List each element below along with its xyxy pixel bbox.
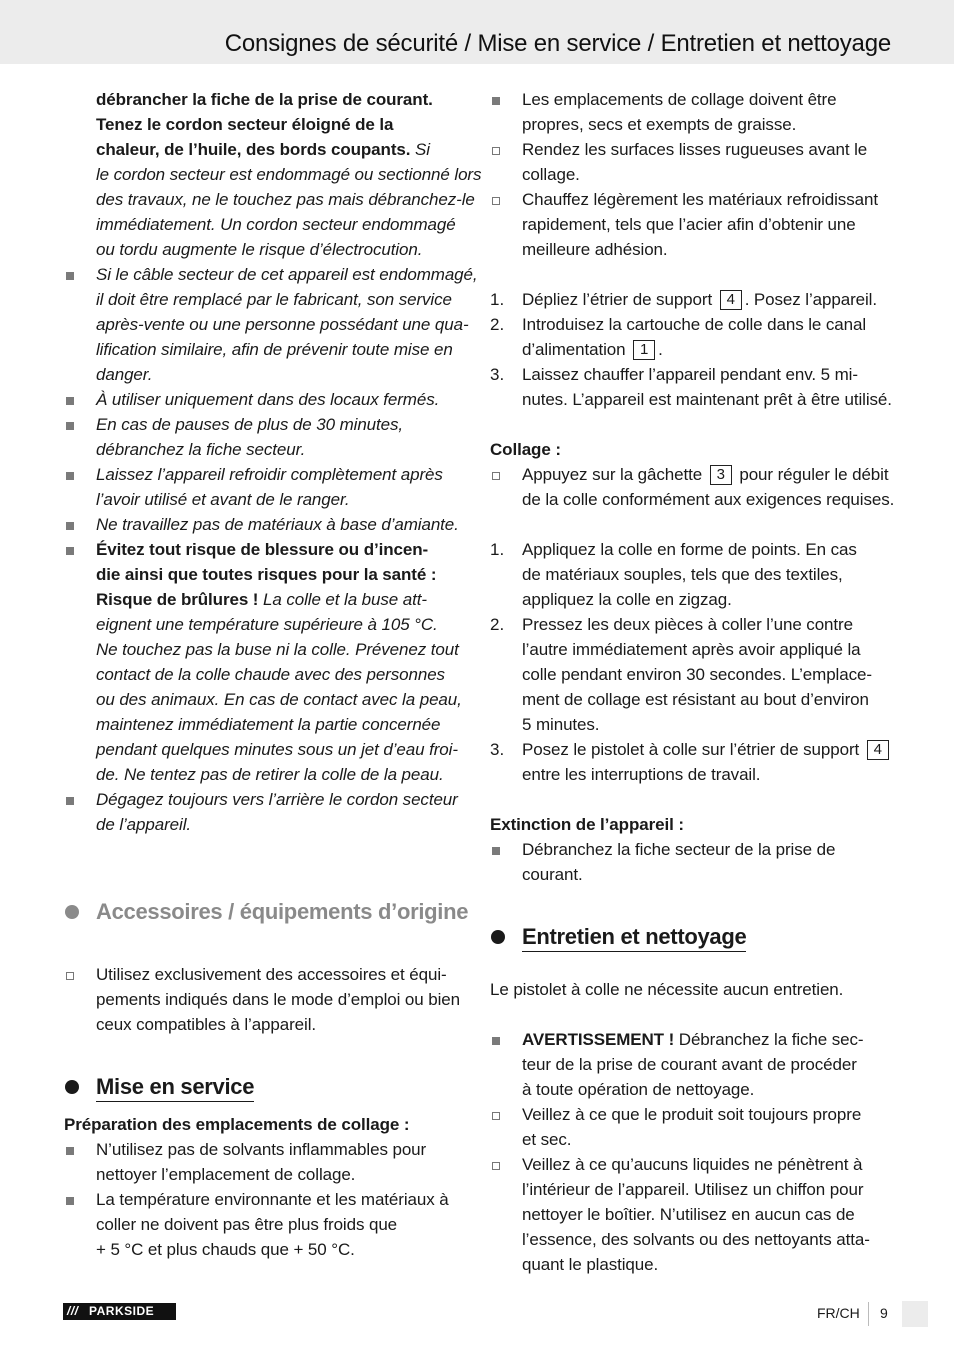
step-number: 1.: [490, 540, 505, 559]
list-item: [64, 462, 464, 512]
part-number-badge: 4: [720, 290, 742, 310]
text-line: Évitez tout risque de blessure ou d’incen-: [96, 540, 429, 559]
text-line: Posez le pistolet à colle sur l’étrier de support 4: [522, 737, 890, 762]
text-line: l’intérieur de l’appareil. Utilisez un chiffon pour: [522, 1180, 864, 1199]
list-item: [64, 412, 464, 462]
preparation-list: [64, 1137, 464, 1262]
filled-square-bullet-icon: [64, 462, 96, 487]
filled-square-bullet-icon: [490, 87, 522, 112]
text-line: ment de collage est résistant au bout d’environ: [522, 690, 869, 709]
text-line: Chauffez légèrement les matériaux refroidissant: [522, 190, 878, 209]
list-item: [64, 512, 464, 537]
text-line: ou tordu augmente le risque d’électrocution.: [96, 240, 423, 259]
collage-steps: [490, 537, 890, 787]
text-line: nutes. L’appareil est maintenant prêt à être utilisé.: [522, 390, 892, 409]
step-number: 2.: [490, 315, 505, 334]
filled-square-bullet-icon: [64, 262, 96, 287]
accessories-list: [64, 962, 464, 1037]
safety-bullet-list: [64, 262, 478, 837]
text-line: Introduisez la cartouche de colle dans le canal: [522, 315, 867, 334]
text-line: N’utilisez pas de solvants inflammables pour: [96, 1140, 427, 1159]
text-line: l’essence, des solvants ou des nettoyants atta-: [522, 1230, 870, 1249]
list-item: [490, 187, 890, 262]
text-line: débrancher la fiche de la prise de courant.: [96, 90, 433, 109]
text-line: meilleure adhésion.: [522, 240, 668, 259]
text-line: après-vente ou une personne possédant une qua-: [96, 315, 469, 334]
filled-square-bullet-icon: [64, 787, 96, 812]
text-line: Si le câble secteur de cet appareil est endommagé,: [96, 265, 478, 284]
parkside-logo: /// PARKSIDE: [63, 1303, 176, 1320]
text-line: entre les interruptions de travail.: [522, 765, 761, 784]
bullet-dot-icon: [491, 930, 505, 944]
list-item: [64, 1137, 464, 1187]
text-line: À utiliser uniquement dans des locaux fermés.: [96, 390, 440, 409]
text-line: l’avoir utilisé et avant de le ranger.: [96, 490, 350, 509]
text-line: et sec.: [522, 1130, 572, 1149]
text-line: pendant quelques minutes sous un jet d’eau froi-: [96, 740, 458, 759]
text-line: Risque de brûlures ! La colle et la buse att-: [96, 590, 427, 609]
list-item: [64, 537, 464, 787]
list-item: [490, 837, 890, 887]
subheading-preparation: Préparation des emplacements de collage :: [64, 1115, 410, 1134]
text-line: lification similaire, afin de prévenir toute mise en: [96, 340, 453, 359]
list-item: [64, 787, 464, 837]
collage-list: [490, 462, 895, 512]
numbered-step: [490, 737, 890, 787]
text-line: AVERTISSEMENT ! Débranchez la fiche sec-: [522, 1030, 864, 1049]
text-line: Débranchez la fiche secteur de la prise de: [522, 840, 836, 859]
text-line: de. Ne tentez pas de retirer la colle de la peau.: [96, 765, 444, 784]
text-line: Pressez les deux pièces à coller l’une contre: [522, 615, 853, 634]
text-line: colle pendant environ 30 secondes. L’emplace-: [522, 665, 872, 684]
numbered-step: [490, 312, 890, 362]
text-line: Appliquez la colle en forme de points. En cas: [522, 540, 857, 559]
text-line: courant.: [522, 865, 583, 884]
text-line: d’alimentation 1 .: [522, 340, 663, 359]
footer-language: FR/CH: [817, 1305, 860, 1321]
section-heading-accessories: Accessoires / équipements d’origine: [64, 887, 464, 937]
filled-square-bullet-icon: [64, 1137, 96, 1162]
part-number-badge: 3: [710, 465, 732, 485]
numbered-step: [490, 362, 890, 412]
step-number: 3.: [490, 365, 505, 384]
entretien-intro: Le pistolet à colle ne nécessite aucun entretien.: [490, 980, 844, 999]
hollow-square-bullet-icon: [490, 137, 522, 162]
step-number: 1.: [490, 290, 505, 309]
bullet-dot-icon: [65, 905, 79, 919]
step-number: 2.: [490, 615, 505, 634]
text-line: nettoyer l’emplacement de collage.: [96, 1165, 356, 1184]
left-column: [64, 87, 482, 1262]
text-line: de matériaux souples, tels que des textiles,: [522, 565, 843, 584]
page-header: [0, 0, 954, 64]
text-line: l’autre immédiatement après avoir appliqué la: [522, 640, 861, 659]
extinction-list: [490, 837, 890, 887]
text-line: Ne travaillez pas de matériaux à base d’amiante.: [96, 515, 459, 534]
text-line: Les emplacements de collage doivent être: [522, 90, 837, 109]
list-item: [64, 387, 464, 412]
text-line: Utilisez exclusivement des accessoires et équi-: [96, 965, 447, 984]
text-line: débranchez la fiche secteur.: [96, 440, 306, 459]
list-item: [64, 962, 464, 1037]
text-line: danger.: [96, 365, 153, 384]
page-number: 9: [880, 1305, 888, 1321]
setup-steps: [490, 287, 890, 412]
filled-square-bullet-icon: [64, 537, 96, 562]
safety-intro: [64, 87, 482, 262]
text-line: contact de la colle chaude avec des personnes: [96, 665, 445, 684]
numbered-step: [490, 537, 890, 612]
text-line: maintenez immédiatement la partie concernée: [96, 715, 441, 734]
text-line: propres, secs et exempts de graisse.: [522, 115, 797, 134]
text-line: pements indiqués dans le mode d’emploi ou bien: [96, 990, 460, 1009]
list-item: [64, 262, 478, 387]
footer-tab-marker: [902, 1301, 928, 1327]
list-item: [64, 1187, 464, 1262]
list-item: [490, 1027, 890, 1102]
text-line: Laissez chauffer l’appareil pendant env. 5 mi-: [522, 365, 858, 384]
text-line: rapidement, tels que l’acier afin d’obtenir une: [522, 215, 856, 234]
text-line: chaleur, de l’huile, des bords coupants. Si: [96, 140, 430, 159]
filled-square-bullet-icon: [490, 1027, 522, 1052]
hollow-square-bullet-icon: [490, 187, 522, 212]
text-line: nettoyer le boîtier. N’utilisez en aucun cas de: [522, 1205, 855, 1224]
text-line: En cas de pauses de plus de 30 minutes,: [96, 415, 404, 434]
text-line: Tenez le cordon secteur éloigné de la: [96, 115, 394, 134]
text-line: La température environnante et les matériaux à: [96, 1190, 449, 1209]
footer-divider: [868, 1302, 869, 1326]
step-number: 3.: [490, 740, 505, 759]
section-heading-mise-en-service: Mise en service: [64, 1062, 464, 1112]
text-line: immédiatement. Un cordon secteur endommagé: [96, 215, 456, 234]
text-line: Dépliez l’étrier de support 4 . Posez l’appareil.: [522, 290, 877, 309]
text-line: de la colle conformément aux exigences requises.: [522, 490, 895, 509]
text-line: Veillez à ce qu’aucuns liquides ne pénètrent à: [522, 1155, 863, 1174]
list-item: [490, 87, 890, 137]
filled-square-bullet-icon: [64, 412, 96, 437]
text-line: Veillez à ce que le produit soit toujours propre: [522, 1105, 862, 1124]
filled-square-bullet-icon: [64, 1187, 96, 1212]
text-line: die ainsi que toutes risques pour la santé :: [96, 565, 437, 584]
subheading-collage: Collage :: [490, 440, 561, 459]
preparation-list-continued: [490, 87, 890, 262]
entretien-list: [490, 1027, 890, 1277]
hollow-square-bullet-icon: [64, 962, 96, 987]
text-line: le cordon secteur est endommagé ou sectionné lors: [96, 165, 482, 184]
text-line: collage.: [522, 165, 580, 184]
list-item: [490, 462, 895, 512]
text-line: ou des animaux. En cas de contact avec la peau,: [96, 690, 462, 709]
text-line: coller ne doivent pas être plus froids que: [96, 1215, 398, 1234]
text-line: 5 minutes.: [522, 715, 600, 734]
text-line: à toute opération de nettoyage.: [522, 1080, 755, 1099]
right-column: [490, 87, 895, 1277]
text-line: teur de la prise de courant avant de procéder: [522, 1055, 857, 1074]
text-line: Rendez les surfaces lisses rugueuses avant le: [522, 140, 868, 159]
section-heading-entretien: Entretien et nettoyage: [490, 912, 890, 962]
subheading-extinction: Extinction de l’appareil :: [490, 815, 684, 834]
text-line: Ne touchez pas la buse ni la colle. Prévenez tout: [96, 640, 459, 659]
numbered-step: [490, 612, 890, 737]
text-line: Appuyez sur la gâchette 3 pour réguler le débit: [522, 465, 889, 484]
text-line: il doit être remplacé par le fabricant, son service: [96, 290, 452, 309]
text-line: eignent une température supérieure à 105 °C.: [96, 615, 438, 634]
text-line: ceux compatibles à l’appareil.: [96, 1015, 317, 1034]
numbered-step: [490, 287, 890, 312]
text-line: appliquez la colle en zigzag.: [522, 590, 732, 609]
text-line: Laissez l’appareil refroidir complètement après: [96, 465, 443, 484]
text-line: de l’appareil.: [96, 815, 191, 834]
list-item: [490, 1152, 890, 1277]
text-line: quant le plastique.: [522, 1255, 659, 1274]
text-line: + 5 °C et plus chauds que + 50 °C.: [96, 1240, 355, 1259]
text-line: des travaux, ne le touchez pas mais débranchez-le: [96, 190, 475, 209]
filled-square-bullet-icon: [64, 387, 96, 412]
list-item: [490, 137, 890, 187]
hollow-square-bullet-icon: [490, 1102, 522, 1127]
hollow-square-bullet-icon: [490, 462, 522, 487]
bullet-dot-icon: [65, 1080, 79, 1094]
filled-square-bullet-icon: [64, 512, 96, 537]
page-title: Consignes de sécurité / Mise en service / Entretien et nettoyage: [224, 30, 891, 57]
part-number-badge: 1: [633, 340, 655, 360]
part-number-badge: 4: [867, 740, 889, 760]
hollow-square-bullet-icon: [490, 1152, 522, 1177]
text-line: Dégagez toujours vers l’arrière le cordon secteur: [96, 790, 458, 809]
list-item: [490, 1102, 890, 1152]
filled-square-bullet-icon: [490, 837, 522, 862]
